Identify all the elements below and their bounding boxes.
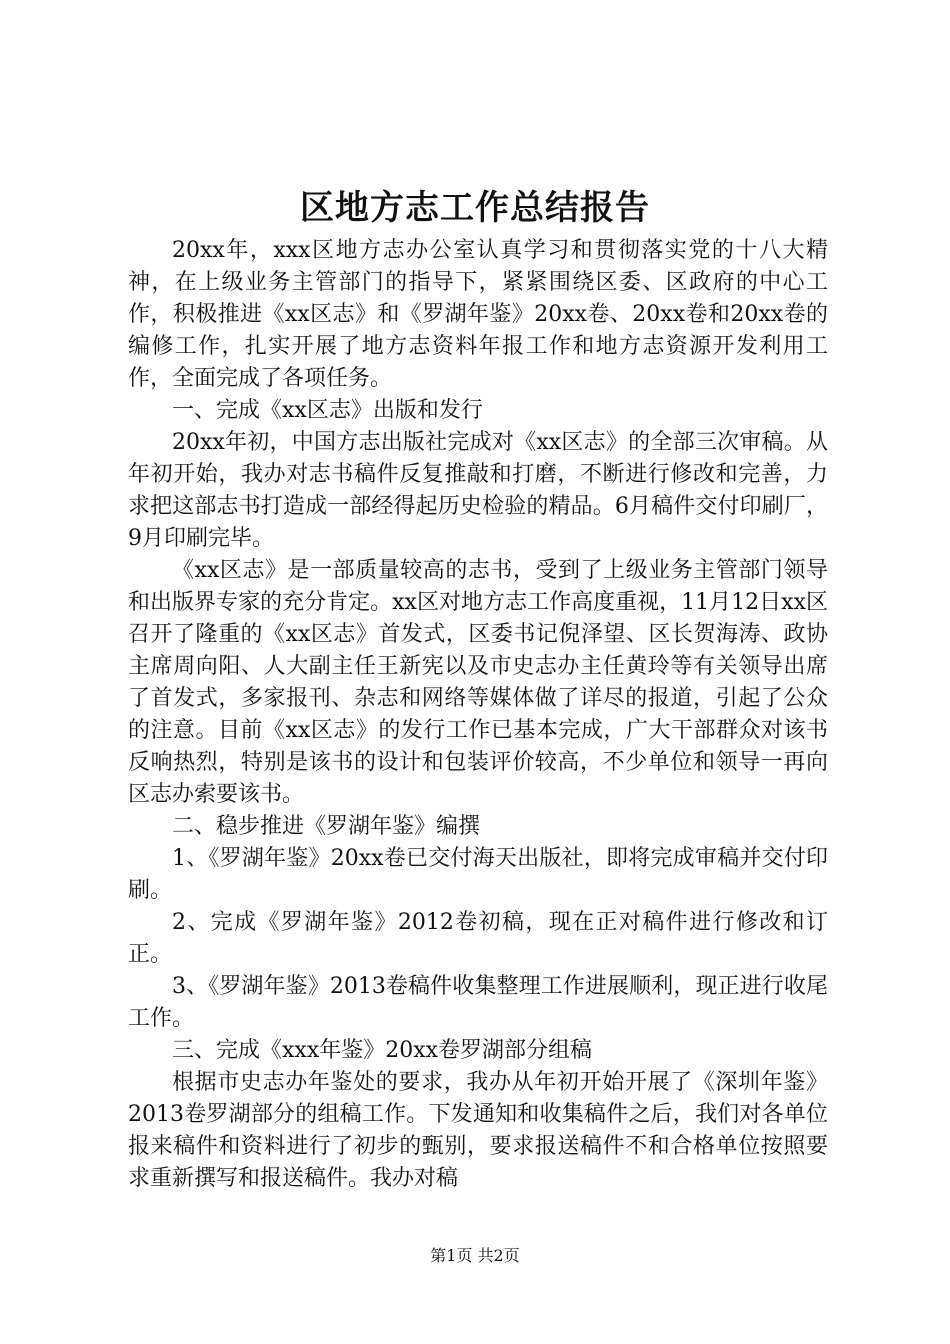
section-heading-2: 二、稳步推进《罗湖年鉴》编撰 — [172, 814, 481, 839]
section-heading-3: 三、完成《xxx年鉴》20xx卷罗湖部分组稿 — [172, 1038, 593, 1063]
list-item: 1、《罗湖年鉴》20xx卷已交付海天出版社，即将完成审稿并交付印刷。 — [128, 846, 828, 903]
paragraph: 根据市史志办年鉴处的要求，我办从年初开始开展了《深圳年鉴》2013卷罗湖部分的组稿工作。下发通知和收集稿件之后，我们对各单位报来稿件和资料进行了初步的甄别，要求报送稿件不和合格单位按照要求重新撰写和报送稿件。我办对稿 — [128, 1070, 828, 1191]
list-item: 3、《罗湖年鉴》2013卷稿件收集整理工作进展顺利，现正进行收尾工作。 — [128, 974, 828, 1031]
paragraph: 《xx区志》是一部质量较高的志书，受到了上级业务主管部门领导和出版界专家的充分肯定。xx区对地方志工作高度重视，11月12日xx区召开了隆重的《xx区志》首发式，区委书记倪泽望、区长贺海涛、政协主席周向阳、人大副主任王新宪以及市史志办主任黄玲等有关领导出席了首发式，多家报刊、杂志和网络等媒体做了详尽的报道，引起了公众的注意。目前《xx区志》的发行工作已基本完成，广大干部群众对该书反响热烈，特别是该书的设计和包装评价较高，不少单位和领导一再向区志办索要该书。 — [128, 558, 828, 807]
document-title: 区地方志工作总结报告 — [300, 188, 650, 228]
document-body — [128, 235, 828, 1195]
list-item: 2、完成《罗湖年鉴》2012卷初稿，现在正对稿件进行修改和订正。 — [128, 910, 828, 967]
paragraph: 20xx年初，中国方志出版社完成对《xx区志》的全部三次审稿。从年初开始，我办对志书稿件反复推敲和打磨，不断进行修改和完善，力求把这部志书打造成一部经得起历史检验的精品。6月稿件交付印刷厂，9月印刷完毕。 — [128, 430, 828, 551]
page-number-footer: 第1页 共2页 — [430, 1246, 520, 1265]
paragraph-intro: 20xx年，xxx区地方志办公室认真学习和贯彻落实党的十八大精神，在上级业务主管部门的指导下，紧紧围绕区委、区政府的中心工作，积极推进《xx区志》和《罗湖年鉴》20xx卷、20xx卷和20xx卷的编修工作，扎实开展了地方志资料年报工作和地方志资源开发利用工作，全面完成了各项任务。 — [128, 238, 828, 391]
section-heading-1: 一、完成《xx区志》出版和发行 — [172, 398, 483, 423]
